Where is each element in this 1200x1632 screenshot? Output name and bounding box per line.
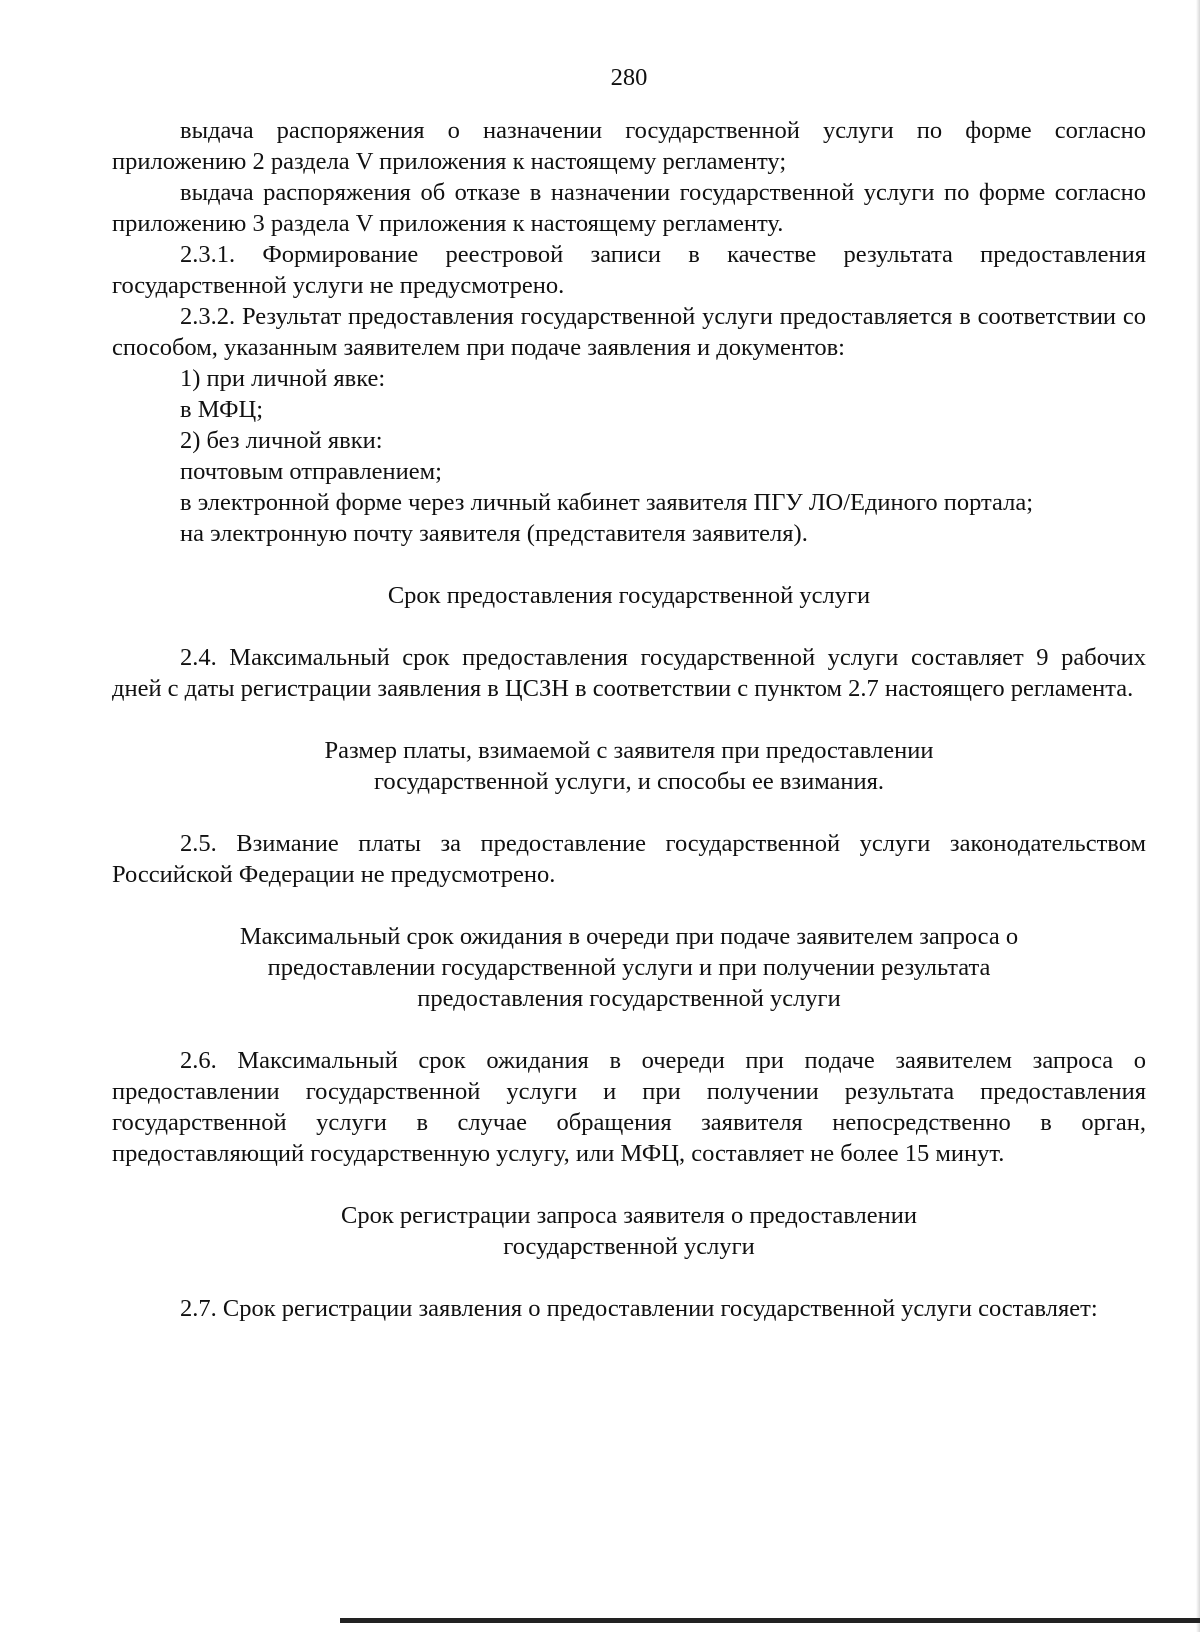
section-heading-line: государственной услуги, и способы ее взимания. <box>373 768 885 795</box>
paragraph: 2.6. Максимальный срок ожидания в очереди при подаче заявителем запроса о предоставлении государственной услуги и при получении результата предоставления государственной услуги в случае обращения заявителя непосредственно в орган, предоставляющий государственную услугу, или МФЦ, составляет не более 15 минут. <box>112 1047 1146 1167</box>
section-spacer <box>112 549 1146 580</box>
section-heading-line: предоставлении государственной услуги и при получении результата <box>267 954 991 981</box>
section-heading <box>112 580 1146 611</box>
paragraph: 2.4. Максимальный срок предоставления государственной услуги составляет 9 рабочих дней с даты регистрации заявления в ЦСЗН в соответствии с пунктом 2.7 настоящего регламента. <box>112 644 1146 702</box>
section-spacer <box>112 704 1146 735</box>
section-heading <box>112 921 1146 1014</box>
section-spacer <box>112 1014 1146 1045</box>
paragraph: 1) при личной явке: <box>180 365 386 392</box>
section-heading-line: Максимальный срок ожидания в очереди при подаче заявителем запроса о <box>239 923 1019 950</box>
paragraph: в электронной форме через личный кабинет заявителя ПГУ ЛО/Единого портала; <box>180 489 1034 516</box>
section-heading-line: государственной услуги <box>503 1233 755 1260</box>
section-spacer <box>112 1262 1146 1293</box>
section-heading <box>112 735 1146 797</box>
paragraph: 2.3.2. Результат предоставления государственной услуги предоставляется в соответствии со способом, указанным заявителем при подаче заявления и документов: <box>112 303 1146 361</box>
section-spacer <box>112 1169 1146 1200</box>
paragraph: 2) без личной явки: <box>180 427 383 454</box>
section-spacer <box>112 890 1146 921</box>
section-heading-line: Размер платы, взимаемой с заявителя при предоставлении <box>324 737 934 764</box>
paragraph: 2.7. Срок регистрации заявления о предоставлении государственной услуги составляет: <box>180 1295 1098 1322</box>
paragraph: в МФЦ; <box>180 396 264 423</box>
paragraph: 2.5. Взимание платы за предоставление государственной услуги законодательством Российской Федерации не предусмотрено. <box>112 830 1146 888</box>
section-spacer <box>112 611 1146 642</box>
section-heading-line: Срок предоставления государственной услуги <box>387 582 871 609</box>
paragraph: выдача распоряжения об отказе в назначении государственной услуги по форме согласно приложению 3 раздела V приложения к настоящему регламенту. <box>112 179 1146 237</box>
page-number: 280 <box>610 64 648 91</box>
paragraph: выдача распоряжения о назначении государственной услуги по форме согласно приложению 2 раздела V приложения к настоящему регламенту; <box>112 117 1146 175</box>
section-spacer <box>112 797 1146 828</box>
paragraph: почтовым отправлением; <box>180 458 442 485</box>
document-body <box>112 115 1146 1324</box>
section-heading <box>112 1200 1146 1262</box>
section-heading-line: Срок регистрации запроса заявителя о предоставлении <box>341 1202 917 1229</box>
document-page <box>112 62 1146 1324</box>
paragraph: 2.3.1. Формирование реестровой записи в качестве результата предоставления государственной услуги не предусмотрено. <box>112 241 1146 299</box>
scan-edge-shadow <box>1196 0 1200 1632</box>
paragraph: на электронную почту заявителя (представителя заявителя). <box>180 520 808 547</box>
section-heading-line: предоставления государственной услуги <box>417 985 841 1012</box>
scan-bottom-edge <box>340 1618 1200 1623</box>
